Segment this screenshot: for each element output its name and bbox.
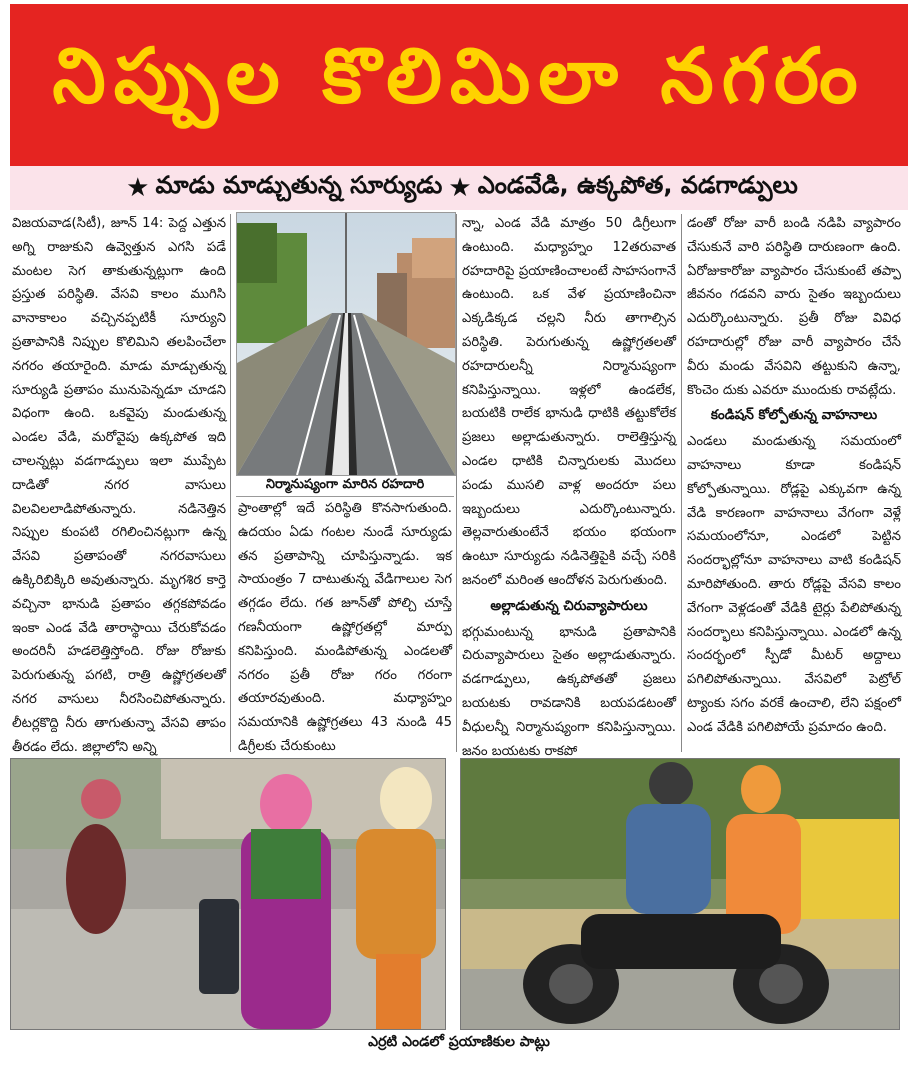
road-photo-caption: నిర్మానుష్యంగా మారిన రహదారి — [236, 474, 454, 497]
star-icon: ★ — [126, 173, 150, 203]
column-divider — [230, 214, 231, 752]
bottom-photos-caption: ఎర్రటి ఎండలో ప్రయాణికుల పాట్లు — [368, 1034, 550, 1050]
article-text: భగ్గుమంటున్న భానుడి ప్రతాపానికి చిరువ్యాపారులు సైతం అల్లాడుతున్నారు. వడగాడ్పులు, ఉక్కపోతతో ప్రజలు బయటకు రావడానికి బయపడటంతో వీధులన్నీ నిర్మానుష్యంగా కనిపిస్తున్నాయి. జనం బయటకు రాకపో — [462, 624, 676, 759]
headline-banner — [10, 4, 908, 166]
section-heading-vehicles: కండిషన్ కోల్పోతున్న వాహనాలు — [710, 407, 878, 424]
article-text: న్నా, ఎండ వేడి మాత్రం 50 డిగ్రీలుగా ఉంటుంది. మధ్యాహ్నం 12తరువాత రహదారిపై ప్రయాణించాలంటే సాహసంగానే ఉంటుంది. ఒక వేళ ప్రయాణించినా ఎక్కడిక్కడ చల్లని నీరు తాగాల్సిన పరిస్థితి. పెరుగుతున్న ఉష్ణోగ్రతలతో రహదారులన్నీ నిర్మానుష్యంగా కనిపిస్తున్నాయి. ఇళ్లలో ఉండలేక, బయటికి రాలేక భానుడి ధాటికి తట్టుకోలేక ప్రజలు అల్లాడుతున్నారు. రాలెత్తిస్తున్న ఎండల ధాటికి చిన్నారులకు మొదలు పండు ముసలి వాళ్ల అందరూ పలు ఇబ్బందులు ఎదుర్కొంటున్నారు. తెల్లవారుతుంటేనే భయం భయంగా ఉంటూ సూర్యుడు నడినెత్తిపైకి వచ్చే సరికి జనంలో మరింత ఆందోళన పెరుగుతుంది. — [462, 216, 676, 588]
empty-road-photo — [236, 212, 456, 476]
subheadline-part1: మాడు మాడ్చుతున్న సూర్యుడు — [155, 171, 443, 199]
section-heading-small-traders: అల్లాడుతున్న చిరువ్యాపారులు — [490, 597, 648, 614]
article-text: డంతో రోజు వారీ బండి నడిపి వ్యాపారం చేసుకునే వారి పరిస్థితి దారుణంగా ఉంది. ఏరోజుకారోజు వ్యాపారం చేసుకుంటే తప్పా జీవనం గడవని వారు సైతం ఇబ్బందులు ఎదుర్కొంటున్నారు. ప్రతీ రోజు వివిధ రహదారుల్లో రోజు వారీ వ్యాపారం చేసే వీరు మండు వేసవిని తట్టుకుని ఉన్నా, కొంచెం దుకు ఎవరూ ముందుకు రావట్లేదు. — [687, 216, 901, 398]
women-walking-photo — [10, 758, 446, 1030]
article-text: ఎండలు మండుతున్న సమయంలో వాహనాలు కూడా కండిషన్ కోల్పోతున్నాయి. రోడ్లపై ఎక్కువగా ఉన్న వేడి కారణంగా వాహనాలు వేగంగా వెళ్లే సమయంలోనూ, ఎండలో పెట్టిన సందర్భాల్లోనూ వాహనాలు వాటి కండిషన్ మారిపోతుంది. తారు రోడ్లపై వేసవి కాలం వేగంగా వెళ్లడంతో వేడికి టైర్లు పేలిపోతున్న సందర్భాలు కనిపిస్తున్నాయి. ఎండలో ఉన్న సందర్భంలో స్పీడో మీటర్ అద్దాలు పగిలిపోతున్నాయి. వేసవిలో పెట్రోల్ ట్యాంకు సగం వరకే ఉంచాలి, లేని పక్షంలో ఎండ వేడికి పగిలిపోయే ప్రమాదం ఉంది. — [687, 434, 901, 735]
article-column-3 — [462, 212, 676, 763]
article-text: ప్రాంతాల్లో ఇదే పరిస్థితి కొనసాగుతుంది. ఉదయం ఏడు గంటల నుండే సూర్యుడు తన ప్రతాపాన్ని చూపిస్తున్నాడు. ఇక సాయంత్రం 7 దాటుతున్న వేడిగాలుల సెగ తగ్గడం లేదు. గత జూన్‌తో పోల్చి చూస్తే గణనీయంగా ఉష్ణోగ్రతల్లో మార్పు కనిపిస్తుంది. మండిపోతున్న ఎండలతో నగరం ప్రతీ రోజు గరం గరంగా తయారవుతుంది. మధ్యాహ్నం సమయానికి ఉష్ణోగ్రతలు 43 నుండి 45 డిగ్రీలకు చేరుకుంటు — [238, 501, 452, 754]
article-column-2 — [238, 497, 452, 759]
star-icon: ★ — [448, 173, 472, 203]
subheadline — [10, 166, 908, 210]
article-column-1 — [12, 212, 226, 759]
column-divider — [681, 214, 682, 752]
bike-riders-photo — [460, 758, 900, 1030]
article-text: విజయవాడ(సిటీ), జూన్ 14: పెద్ద ఎత్తున అగ్ని రాజుకుని ఉవ్వెత్తున ఎగసి పడే మంటల సెగ తాకుతున్నట్లుగా ఉంది ప్రస్తుత పరిస్థితి. వేసవి కాలం ముగిసి వానాకాలం వచ్చినప్పటికీ సూర్యుని ప్రతాపానికి నిప్పుల కొలిమిని తలపించేలా నగరం తయారైంది. మాడు మాడ్చుతున్న సూర్యుడి ప్రతాపం మునుపెన్నడూ చూడని విధంగా ఉంది. ఒకవైపు మండుతున్న ఎండల వేడి, మరోవైపు ఉక్కపోత ఇది చాలన్నట్లు వడగాడ్పులు ఇలా ముప్పేట దాడితో నగర వాసులు విలవిలలాడిపోతున్నారు. నడినెత్తిన నిప్పుల కుంపటి రగిలించినట్లుగా ఉన్న వేసవి ప్రతాపంతో నగరవాసులు ఉక్కిరిబిక్కిరి అవుతున్నారు. మృగశిర కార్తె వచ్చినా భానుడి ప్రతాపం తగ్గకపోవడం ఇంకా ఎండ వేడి తారాస్థాయి చేరుకోవడం అందరినీ హడలెత్తిస్తోంది. రోజు రోజుకు పెరుగుతున్న పగటి, రాత్రి ఉష్ణోగ్రతలతో నగర వాసులు నీరసించిపోతున్నారు. లీటర్లకొద్ది నీరు తాగుతున్నా వేసవి తాపం తీరడం లేదు. జిల్లాలోని అన్ని — [12, 216, 226, 755]
headline: నిప్పుల కొలిమిలా నగరం — [52, 31, 866, 120]
subheadline-part2: ఎండవేడి, ఉక్కపోత, వడగాడ్పులు — [477, 171, 798, 199]
article-column-4 — [687, 212, 901, 740]
column-divider — [456, 214, 457, 752]
